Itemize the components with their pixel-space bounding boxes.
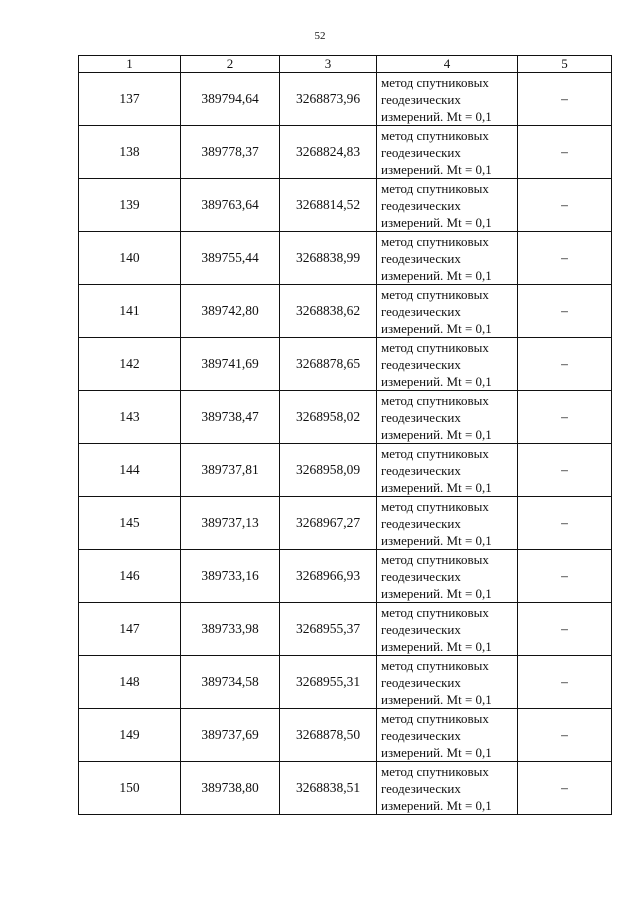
table-row xyxy=(79,709,612,762)
note-cell: – xyxy=(518,232,612,285)
point-number-cell: 146 xyxy=(79,550,181,603)
table-row xyxy=(79,391,612,444)
note-cell: – xyxy=(518,179,612,232)
y-coordinate-cell: 3268824,83 xyxy=(280,126,377,179)
point-number-cell: 140 xyxy=(79,232,181,285)
note-cell: – xyxy=(518,444,612,497)
note-cell: – xyxy=(518,656,612,709)
note-cell: – xyxy=(518,497,612,550)
note-cell: – xyxy=(518,550,612,603)
y-coordinate-cell: 3268966,93 xyxy=(280,550,377,603)
table-row xyxy=(79,73,612,126)
table-row xyxy=(79,338,612,391)
table-row xyxy=(79,762,612,815)
method-cell: метод спутниковых геодезических измерений. Mt = 0,1 xyxy=(377,338,518,391)
table-row xyxy=(79,179,612,232)
column-header-4: 4 xyxy=(377,56,518,73)
x-coordinate-cell: 389755,44 xyxy=(181,232,280,285)
note-cell: – xyxy=(518,391,612,444)
point-number-cell: 137 xyxy=(79,73,181,126)
table-row xyxy=(79,550,612,603)
column-header-1: 1 xyxy=(79,56,181,73)
table-row xyxy=(79,656,612,709)
point-number-cell: 141 xyxy=(79,285,181,338)
x-coordinate-cell: 389737,69 xyxy=(181,709,280,762)
y-coordinate-cell: 3268958,09 xyxy=(280,444,377,497)
x-coordinate-cell: 389778,37 xyxy=(181,126,280,179)
note-cell: – xyxy=(518,338,612,391)
point-number-cell: 139 xyxy=(79,179,181,232)
column-header-2: 2 xyxy=(181,56,280,73)
x-coordinate-cell: 389741,69 xyxy=(181,338,280,391)
method-cell: метод спутниковых геодезических измерений. Mt = 0,1 xyxy=(377,709,518,762)
y-coordinate-cell: 3268873,96 xyxy=(280,73,377,126)
note-cell: – xyxy=(518,603,612,656)
x-coordinate-cell: 389763,64 xyxy=(181,179,280,232)
y-coordinate-cell: 3268955,31 xyxy=(280,656,377,709)
method-cell: метод спутниковых геодезических измерений. Mt = 0,1 xyxy=(377,73,518,126)
x-coordinate-cell: 389733,98 xyxy=(181,603,280,656)
y-coordinate-cell: 3268878,65 xyxy=(280,338,377,391)
y-coordinate-cell: 3268958,02 xyxy=(280,391,377,444)
table-row xyxy=(79,497,612,550)
page-number: 52 xyxy=(314,30,326,42)
note-cell: – xyxy=(518,73,612,126)
method-cell: метод спутниковых геодезических измерений. Mt = 0,1 xyxy=(377,179,518,232)
table-body xyxy=(79,73,612,815)
note-cell: – xyxy=(518,126,612,179)
column-header-5: 5 xyxy=(518,56,612,73)
y-coordinate-cell: 3268955,37 xyxy=(280,603,377,656)
point-number-cell: 138 xyxy=(79,126,181,179)
table-row xyxy=(79,603,612,656)
table-row xyxy=(79,232,612,285)
x-coordinate-cell: 389738,80 xyxy=(181,762,280,815)
y-coordinate-cell: 3268967,27 xyxy=(280,497,377,550)
point-number-cell: 145 xyxy=(79,497,181,550)
y-coordinate-cell: 3268838,62 xyxy=(280,285,377,338)
method-cell: метод спутниковых геодезических измерений. Mt = 0,1 xyxy=(377,391,518,444)
table-row xyxy=(79,444,612,497)
method-cell: метод спутниковых геодезических измерений. Mt = 0,1 xyxy=(377,285,518,338)
note-cell: – xyxy=(518,709,612,762)
y-coordinate-cell: 3268838,99 xyxy=(280,232,377,285)
x-coordinate-cell: 389794,64 xyxy=(181,73,280,126)
y-coordinate-cell: 3268878,50 xyxy=(280,709,377,762)
point-number-cell: 142 xyxy=(79,338,181,391)
x-coordinate-cell: 389742,80 xyxy=(181,285,280,338)
point-number-cell: 144 xyxy=(79,444,181,497)
point-number-cell: 147 xyxy=(79,603,181,656)
note-cell: – xyxy=(518,285,612,338)
note-cell: – xyxy=(518,762,612,815)
x-coordinate-cell: 389734,58 xyxy=(181,656,280,709)
method-cell: метод спутниковых геодезических измерений. Mt = 0,1 xyxy=(377,232,518,285)
method-cell: метод спутниковых геодезических измерений. Mt = 0,1 xyxy=(377,762,518,815)
x-coordinate-cell: 389737,13 xyxy=(181,497,280,550)
column-header-3: 3 xyxy=(280,56,377,73)
method-cell: метод спутниковых геодезических измерений. Mt = 0,1 xyxy=(377,656,518,709)
table-row xyxy=(79,126,612,179)
x-coordinate-cell: 389737,81 xyxy=(181,444,280,497)
coordinates-table xyxy=(78,55,612,815)
point-number-cell: 149 xyxy=(79,709,181,762)
point-number-cell: 148 xyxy=(79,656,181,709)
method-cell: метод спутниковых геодезических измерений. Mt = 0,1 xyxy=(377,603,518,656)
method-cell: метод спутниковых геодезических измерений. Mt = 0,1 xyxy=(377,497,518,550)
header-row xyxy=(79,56,612,73)
point-number-cell: 150 xyxy=(79,762,181,815)
y-coordinate-cell: 3268814,52 xyxy=(280,179,377,232)
x-coordinate-cell: 389733,16 xyxy=(181,550,280,603)
table-row xyxy=(79,285,612,338)
x-coordinate-cell: 389738,47 xyxy=(181,391,280,444)
point-number-cell: 143 xyxy=(79,391,181,444)
method-cell: метод спутниковых геодезических измерений. Mt = 0,1 xyxy=(377,444,518,497)
method-cell: метод спутниковых геодезических измерений. Mt = 0,1 xyxy=(377,126,518,179)
method-cell: метод спутниковых геодезических измерений. Mt = 0,1 xyxy=(377,550,518,603)
y-coordinate-cell: 3268838,51 xyxy=(280,762,377,815)
